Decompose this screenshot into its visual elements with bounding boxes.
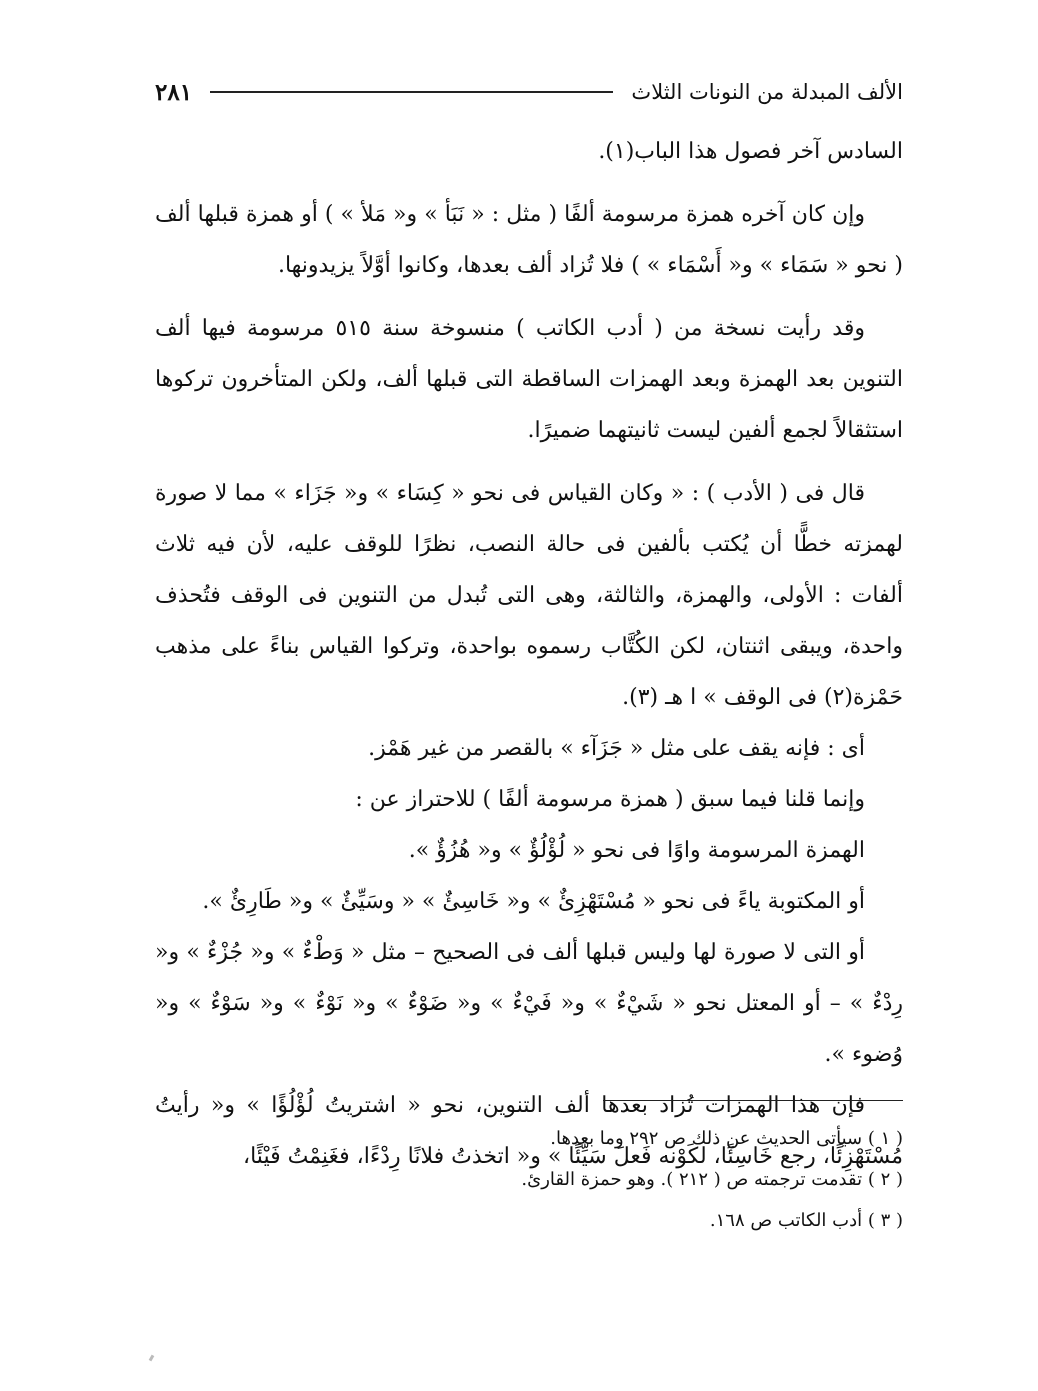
running-title: الألف المبدلة من النونات الثلاث xyxy=(631,80,903,104)
paragraph-1: السادس آخر فصول هذا الباب(١). xyxy=(598,139,903,164)
paragraph-2: وإن كان آخره همزة مرسومة ألفًا ( مثل : « نَبَأ » و« مَلأ » ) أو همزة قبلها ألف ( نحو « سَمَاء » و« أَسْمَاء » ) فلا تُزاد ألف بعدها، وكانوا أوَّلاً يزيدونها. xyxy=(155,202,903,278)
paragraph-6: وإنما قلنا فيما سبق ( همزة مرسومة ألفًا ) للاحتراز عن : xyxy=(355,787,865,812)
paragraph-7: الهمزة المرسومة واوًا فى نحو « لُؤْلُؤٌ » و« هُزُؤٌ ». xyxy=(408,838,865,863)
footnote-divider xyxy=(603,1100,903,1101)
footnotes xyxy=(155,1118,903,1241)
paragraph-3: وقد رأيت نسخة من ( أدب الكاتب ) منسوخة سنة ٥١٥ مرسومة فيها ألف التنوين بعد الهمزة وبعد الهمزات الساقطة التى قبلها ألف، ولكن المتأخرون تركوها استثقالاً لجمع ألفين ليست ثانيتهما ضميرًا. xyxy=(155,316,903,443)
footnote-1: ( ١ ) سيأتى الحديث عن ذلك ص ٢٩٢ وما بعدها. xyxy=(550,1128,903,1149)
body-text xyxy=(155,126,903,1182)
page-number: ٢٨١ xyxy=(155,78,193,106)
paragraph-5: أى : فإنه يقف على مثل « جَزَآء » بالقصر من غير هَمْز. xyxy=(368,736,865,761)
running-header xyxy=(155,70,903,114)
footnote-3: ( ٣ ) أدب الكاتب ص ١٦٨. xyxy=(709,1210,903,1231)
footnote-2: ( ٢ ) تقدمت ترجمته ص ( ٢١٢ ). وهو حمزة القارئ. xyxy=(521,1169,903,1190)
paragraph-8: أو المكتوبة ياءً فى نحو « مُسْتَهْزِئٌ » و« خَاسِئٌ » « وسَيِّئٌ » و« طَارِئٌ ». xyxy=(202,889,865,914)
scan-speck xyxy=(149,1355,155,1362)
paragraph-4: قال فى ( الأدب ) : « وكان القياس فى نحو « كِسَاء » و« جَزَاء » مما لا صورة لهمزته خطًّا أن يُكتب بألفين فى حالة النصب، نظرًا للوقف عليه، لأن فيه ثلاث ألفات : الأولى، والهمزة، والثالثة، وهى التى تُبدل من التنوين فى الوقف فتُحذف واحدة، ويبقى اثنتان، لكن الكُتَّاب رسموه بواحدة، وتركوا القياس بناءً على مذهب حَمْزة(٢) فى الوقف » ا هـ (٣). xyxy=(155,481,903,710)
book-page xyxy=(155,70,903,1360)
paragraph-10: فإن هذا الهمزات تُزاد بعدها ألف التنوين، نحو « اشتريتُ لُؤْلُؤًا » و« رأيتُ مُسْتَهْزِئًا، رجع خَاسِئًا، لكَوْنه فَعلَ سَيِّئًا » و« اتخذتُ فلانًا رِدْءًا، فغَنِمْتُ فَيْئًا، xyxy=(155,1093,903,1169)
header-rule xyxy=(210,91,613,93)
paragraph-9: أو التى لا صورة لها وليس قبلها ألف فى الصحيح – مثل « وَطْءٌ » و« جُزْءٌ » و« رِدْءٌ » – أو المعتل نحو « شَيْءٌ » و« فَيْءٌ » و« ضَوْءٌ » و« نَوْءٌ » و« سَوْءٌ » و« وُضوء ». xyxy=(155,940,903,1067)
